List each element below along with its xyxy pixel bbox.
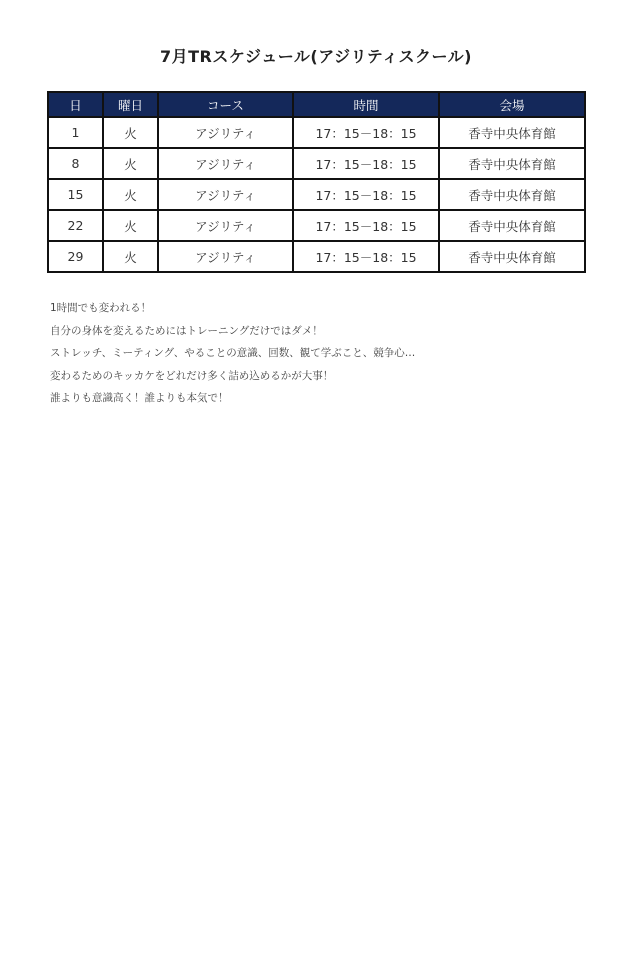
cell-weekday: 火 [103,210,158,241]
cell-weekday: 火 [103,241,158,272]
table-row [48,179,585,210]
cell-venue: 香寺中央体育館 [439,117,585,148]
cell-course: アジリティ [158,117,293,148]
header-date: 日 [48,92,103,117]
note-line: 変わるためのキッカケをどれだけ多く詰め込めるかが大事！ [50,369,334,382]
notes-block [50,297,415,410]
table-header-row [48,92,585,117]
cell-venue: 香寺中央体育館 [439,148,585,179]
table-row [48,148,585,179]
table-row [48,210,585,241]
cell-time: 17：15－18：15 [293,148,439,179]
cell-time: 17：15－18：15 [293,241,439,272]
cell-date: 8 [48,148,103,179]
table-row [48,117,585,148]
header-venue: 会場 [439,92,585,117]
header-time: 時間 [293,92,439,117]
cell-venue: 香寺中央体育館 [439,241,585,272]
note-line: 自分の身体を変えるためにはトレーニングだけではダメ！ [50,324,323,337]
cell-time: 17：15－18：15 [293,179,439,210]
cell-date: 1 [48,117,103,148]
header-course: コース [158,92,293,117]
note-line: 誰よりも意識高く！誰よりも本気で！ [50,392,229,405]
cell-date: 22 [48,210,103,241]
cell-weekday: 火 [103,117,158,148]
header-weekday: 曜日 [103,92,158,117]
cell-date: 15 [48,179,103,210]
schedule-table [47,91,586,273]
cell-course: アジリティ [158,179,293,210]
cell-venue: 香寺中央体育館 [439,210,585,241]
page-title: 7月TRスケジュール(アジリティスクール) [160,47,472,66]
cell-course: アジリティ [158,241,293,272]
cell-weekday: 火 [103,179,158,210]
table-row [48,241,585,272]
cell-date: 29 [48,241,103,272]
cell-course: アジリティ [158,210,293,241]
note-line: ストレッチ、ミーティング、やることの意識、回数、観て学ぶこと、競争心… [50,347,416,360]
note-line: 1時間でも変われる！ [50,302,152,314]
cell-venue: 香寺中央体育館 [439,179,585,210]
cell-time: 17：15－18：15 [293,117,439,148]
cell-course: アジリティ [158,148,293,179]
cell-weekday: 火 [103,148,158,179]
cell-time: 17：15－18：15 [293,210,439,241]
